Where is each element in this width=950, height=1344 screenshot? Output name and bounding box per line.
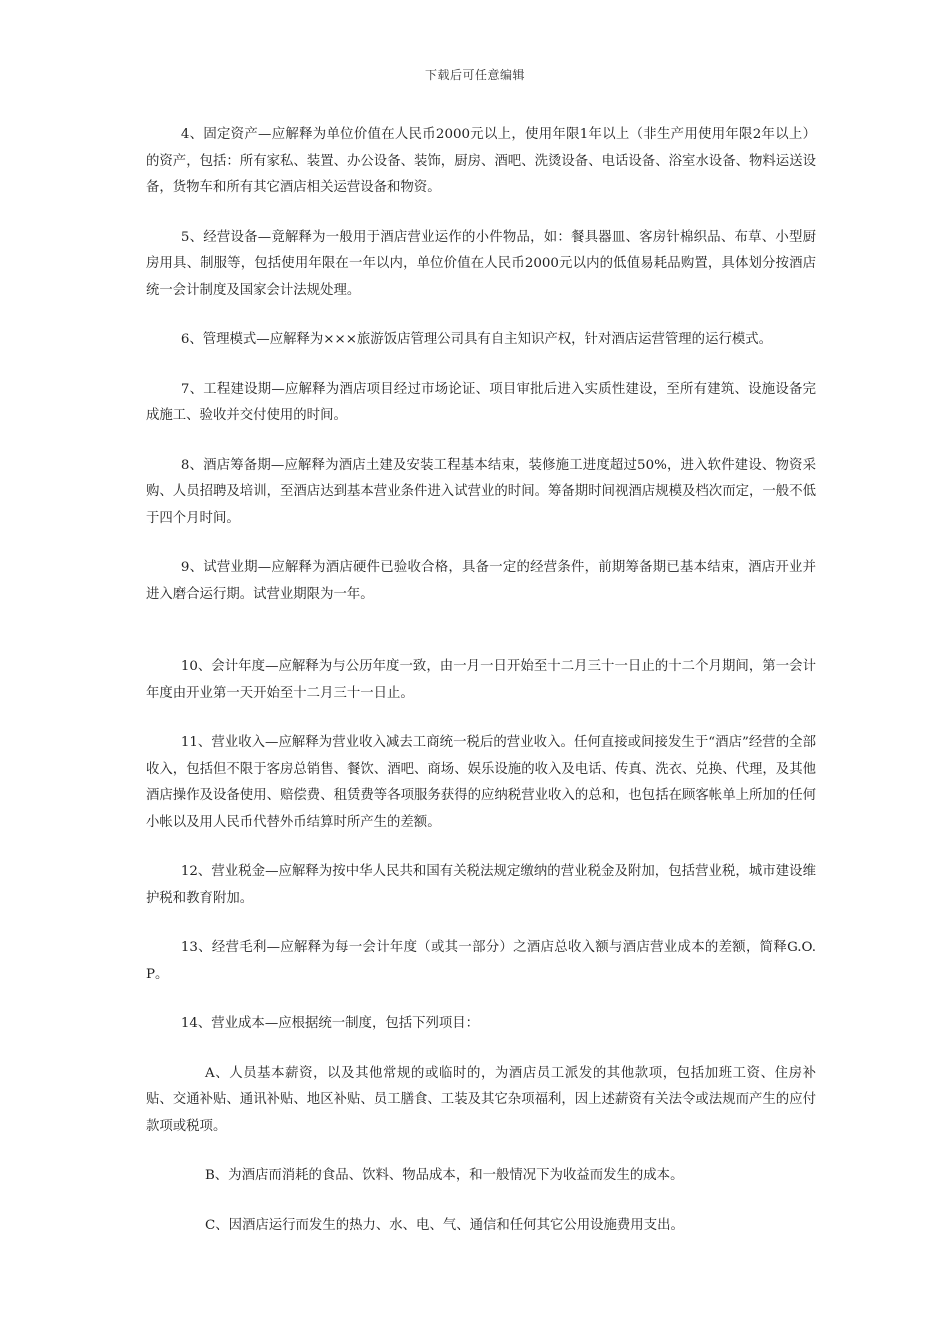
clause-7: 7、工程建设期—应解释为酒店项目经过市场论证、项目审批后进入实质性建设，至所有建筑、设施设备完成施工、验收并交付使用的时间。 <box>146 381 816 423</box>
clause-14-item-b: B、为酒店而消耗的食品、饮料、物品成本，和一般情况下为收益而发生的成本。 <box>204 1168 684 1183</box>
page-header: 下载后可任意编辑 <box>424 68 525 82</box>
document-body <box>146 122 816 1262</box>
clause-14: 14、营业成本—应根据统一制度，包括下列项目： <box>180 1016 480 1031</box>
clause-5: 5、经营设备—竟解释为一般用于酒店营业运作的小件物品，如：餐具器皿、客房针棉织品、布草、小型厨房用具、制服等，包括使用年限在一年以内，单位价值在人民币2000元以内的低值易耗品购置，具体划分按酒店统一会计制度及国家会计法规处理。 <box>146 229 816 298</box>
clause-8: 8、酒店筹备期—应解释为酒店土建及安装工程基本结束，装修施工进度超过50%，进入软件建设、物资采购、人员招聘及培训，至酒店达到基本营业条件进入试营业的时间。筹备期时间视酒店规模及档次而定，一般不低于四个月时间。 <box>146 457 816 526</box>
clause-12: 12、营业税金—应解释为按中华人民共和国有关税法规定缴纳的营业税金及附加，包括营业税，城市建设维护税和教育附加。 <box>146 864 816 906</box>
clause-11: 11、营业收入—应解释为营业收入减去工商统一税后的营业收入。任何直接或间接发生于“酒店”经营的全部收入，包括但不限于客房总销售、餐饮、酒吧、商场、娱乐设施的收入及电话、传真、洗衣、兑换、代理，及其他酒店操作及设备使用、赔偿费、租赁费等各项服务获得的应纳税营业收入的总和，也包括在顾客帐单上所加的任何小帐以及用人民币代替外币结算时所产生的差额。 <box>146 735 816 830</box>
clause-10: 10、会计年度—应解释为与公历年度一致，由一月一日开始至十二月三十一日止的十二个月期间，第一会计年度由开业第一天开始至十二月三十一日止。 <box>146 659 816 701</box>
clause-13: 13、经营毛利—应解释为每一会计年度（或其一部分）之酒店总收入额与酒店营业成本的差额，简释G.O.P。 <box>146 940 816 982</box>
clause-14-item-a: A、人员基本薪资，以及其他常规的或临时的，为酒店员工派发的其他款项，包括加班工资、住房补贴、交通补贴、通讯补贴、地区补贴、员工膳食、工装及其它杂项福利，因上述薪资有关法令或法规而产生的应付款项或税项。 <box>146 1065 816 1134</box>
clause-4: 4、固定资产—应解释为单位价值在人民币2000元以上，使用年限1年以上（非生产用使用年限2年以上）的资产，包括：所有家私、装置、办公设备、装饰，厨房、酒吧、洗烫设备、电话设备、浴室水设备、物料运送设备，货物车和所有其它酒店相关运营设备和物资。 <box>146 127 816 195</box>
clause-14-item-c: C、因酒店运行而发生的热力、水、电、气、通信和任何其它公用设施费用支出。 <box>204 1217 684 1233</box>
clause-9: 9、试营业期—应解释为酒店硬件已验收合格，具备一定的经营条件，前期筹备期已基本结束，酒店开业并进入磨合运行期。试营业期限为一年。 <box>146 560 816 602</box>
clause-6: 6、管理模式—应解释为×××旅游饭店管理公司具有自主知识产权，针对酒店运营管理的运行模式。 <box>180 332 773 347</box>
